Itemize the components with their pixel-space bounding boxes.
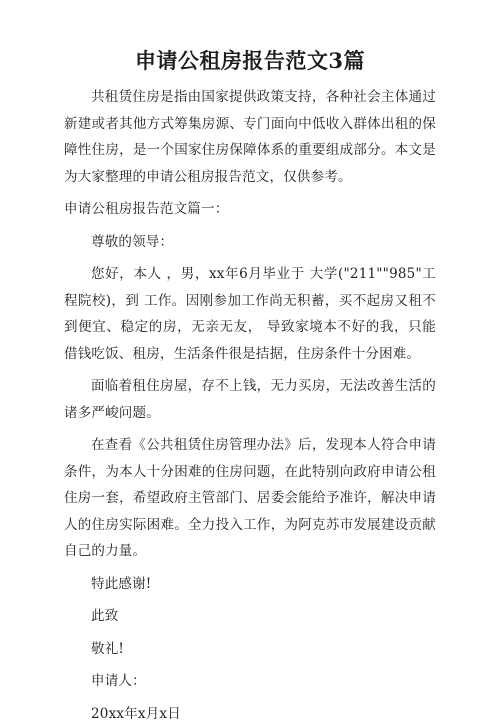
- closing-thanks: 特此感谢!: [64, 571, 436, 598]
- section-heading: 申请公租房报告范文篇一：: [64, 196, 436, 223]
- date-line: 20xx年x月x日: [64, 701, 436, 727]
- body-paragraph-2: 面临着租住房屋，存不上钱，无力买房，无法改善生活的诸多严峻问题。: [64, 373, 436, 426]
- salutation: 尊敬的领导：: [64, 229, 436, 256]
- intro-paragraph: 共租赁住房是指由国家提供政策支持，各种社会主体通过新建或者其他方式筹集房源、专门面向中低收入群体出租的保障性住房，是一个国家住房保障体系的重要组成部分。本文是为大家整理的申请公租房报告范文，仅供参考。: [64, 84, 436, 190]
- document-title: 申请公租房报告范文3篇: [64, 46, 436, 76]
- closing-jing-li: 敬礼!: [64, 636, 436, 663]
- body-paragraph-3: 在查看《公共租赁住房管理办法》后，发现本人符合申请条件，为本人十分困难的住房问题，在此特别向政府申请公租住房一套，希望政府主管部门、居委会能给予准许，解决申请人的住房实际困难。全力投入工作，为阿克苏市发展建设贡献自己的力量。: [64, 432, 436, 565]
- body-paragraph-1: 您好，本人 ，男，xx年6月毕业于 大学("211""985"工程院校)，到 工作。因刚参加工作尚无积蓄，买不起房又租不到便宜、稳定的房，无亲无友， 导致家境本不好的我，只能借钱吃饭、租房，生活条件很是拮据，住房条件十分困难。: [64, 261, 436, 367]
- applicant-label: 申请人：: [64, 668, 436, 695]
- closing-ci-zhi: 此致: [64, 603, 436, 630]
